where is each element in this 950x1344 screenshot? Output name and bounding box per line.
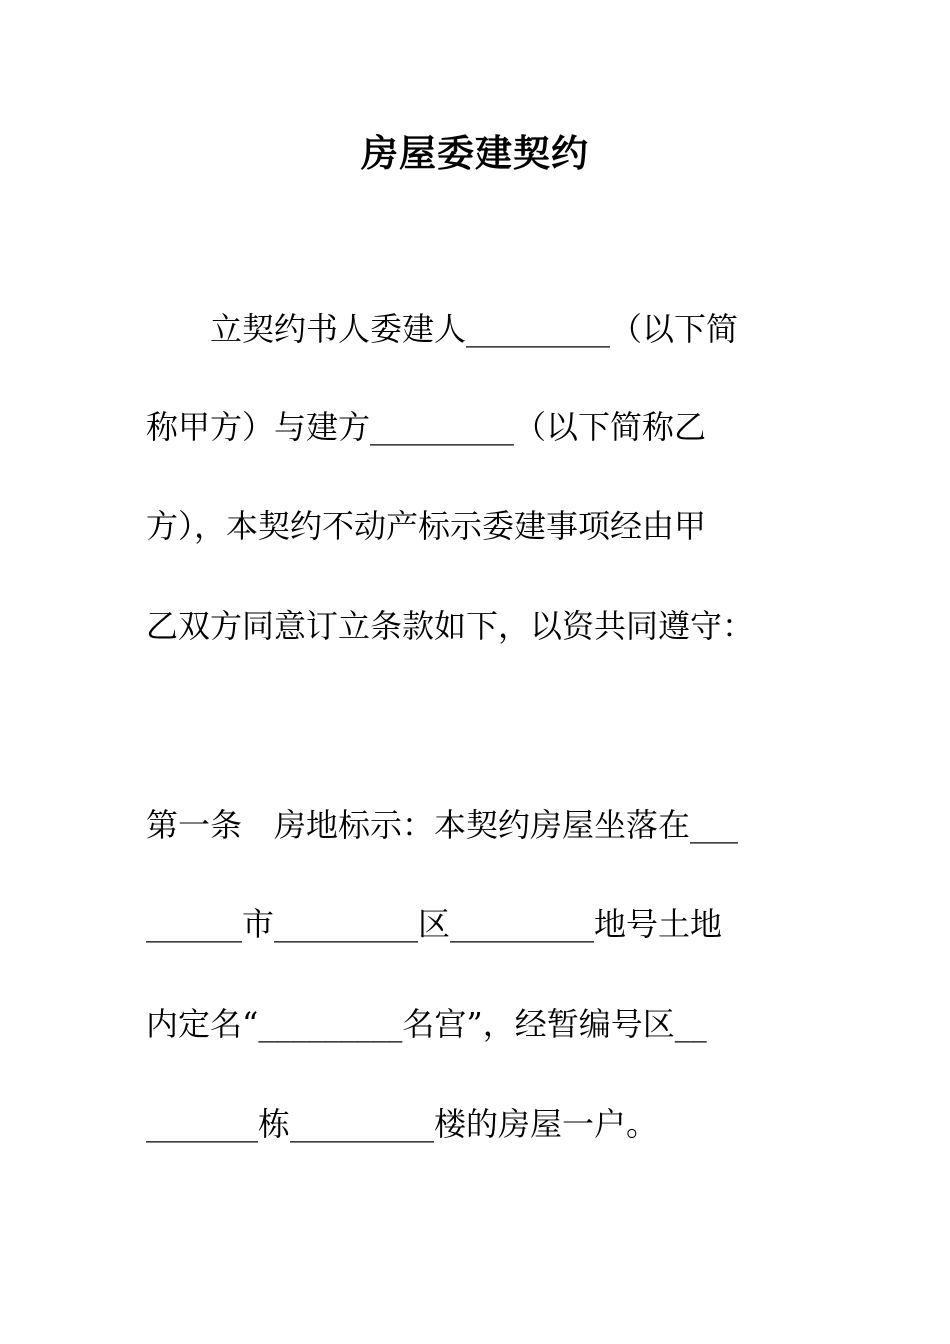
preamble-line-4: 乙双方同意订立条款如下，以资共同遵守： xyxy=(146,607,755,645)
article-1-line-4: _______栋_________楼的房屋一户。 xyxy=(146,1105,659,1143)
article-1-line-3: 内定名“_________名宫”，经暂编号区__ xyxy=(146,1005,707,1043)
article-1-line-1: 第一条 房地标示：本契约房屋坐落在___ xyxy=(146,806,739,844)
article-1-line-2: ______市_________区_________地号土地 xyxy=(146,905,723,943)
preamble-line-1: 立契约书人委建人_________（以下简 xyxy=(146,310,739,348)
preamble-line-3: 方），本契约不动产标示委建事项经由甲 xyxy=(146,507,707,545)
preamble-line-2: 称甲方）与建方_________（以下简称乙 xyxy=(146,408,707,446)
document-title: 房屋委建契约 xyxy=(361,131,589,175)
